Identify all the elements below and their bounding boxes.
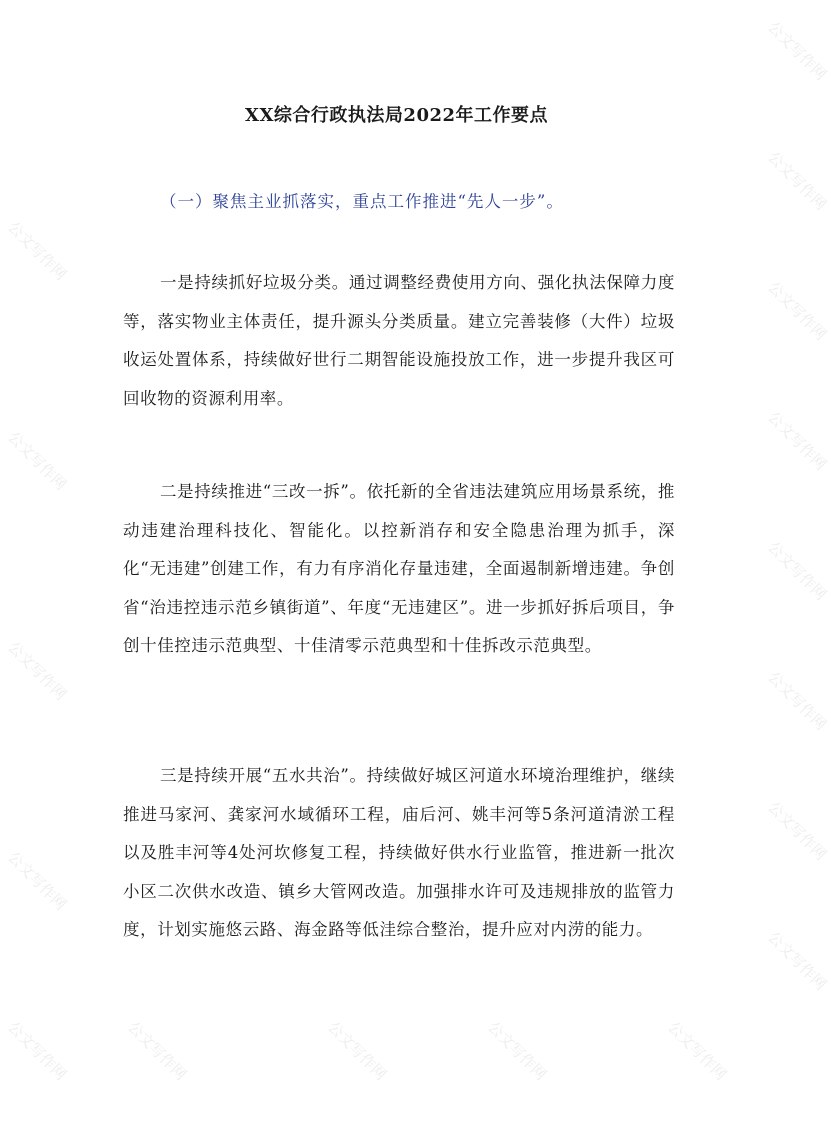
paragraph-three-reforms: 二是持续推进“三改一拆”。依托新的全省违法建筑应用场景系统，推动违建治理科技化、智能化。以控新消存和安全隐患治理为抓手，深化“无违建”创建工作，有力有序消化存量违建，全面遏制新增违建。争创省“治违控违示范乡镇街道”、年度“无违建区”。进一步抓好拆后项目，争创十佳控违示范典型、十佳清零示范典型和十佳拆改示范典型。	[123, 482, 675, 655]
watermark-text: 公文写作网	[324, 1017, 391, 1084]
watermark-text: 公文写作网	[764, 537, 831, 604]
paragraph-five-waters: 三是持续开展“五水共治”。持续做好城区河道水环境治理维护，继续推进马家河、龚家河水域循环工程，庙后河、姚丰河等5条河道清淤工程以及胜丰河等4处河坎修复工程，持续做好供水行业监管，推进新一批次小区二次供水改造、镇乡大管网改造。加强排水许可及违规排放的监管力度，计划实施悠云路、海金路等低洼综合整治，提升应对内涝的能力。	[123, 766, 675, 939]
watermark-text: 公文写作网	[4, 427, 71, 494]
section-heading: （一）聚焦主业抓落实，重点工作推进“先人一步”。	[160, 192, 564, 211]
watermark-text: 公文写作网	[764, 667, 831, 734]
watermark-text: 公文写作网	[764, 407, 831, 474]
watermark-text: 公文写作网	[4, 637, 71, 704]
watermark-text: 公文写作网	[764, 277, 831, 344]
watermark-text: 公文写作网	[764, 147, 831, 214]
watermark-text: 公文写作网	[764, 17, 831, 84]
watermark-text: 公文写作网	[664, 1017, 731, 1084]
watermark-text: 公文写作网	[4, 1017, 71, 1084]
watermark-text: 公文写作网	[484, 1017, 551, 1084]
watermark-text: 公文写作网	[124, 1017, 191, 1084]
watermark-text: 公文写作网	[4, 847, 71, 914]
document-title: XX综合行政执法局2022年工作要点	[244, 105, 549, 126]
watermark-text: 公文写作网	[764, 797, 831, 864]
paragraph-garbage-sorting: 一是持续抓好垃圾分类。通过调整经费使用方向、强化执法保障力度等，落实物业主体责任，提升源头分类质量。建立完善装修（大件）垃圾收运处置体系，持续做好世行二期智能设施投放工作，进一步提升我区可回收物的资源利用率。	[123, 273, 675, 408]
watermark-text: 公文写作网	[764, 927, 831, 994]
watermark-text: 公文写作网	[4, 217, 71, 284]
